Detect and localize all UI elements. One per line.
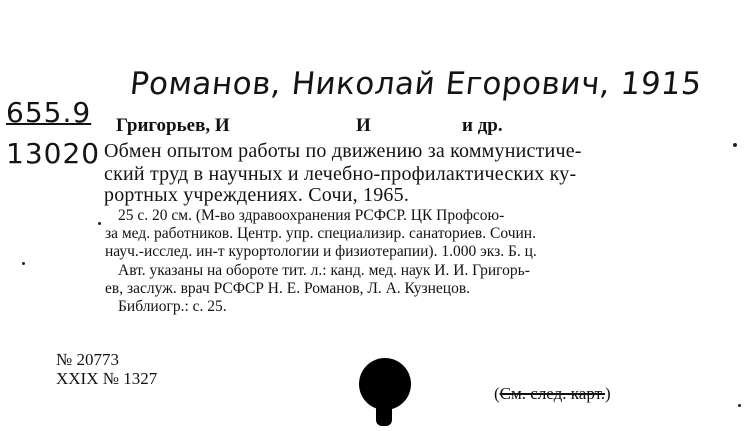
author-primary: Григорьев, И [116, 115, 230, 136]
description-line: за мед. работников. Центр. упр. специализир. санаториев. Сочин. [105, 225, 536, 242]
description-line: науч.-исслед. ин-т курортологии и физиотерапии). 1.000 экз. Б. ц. [105, 243, 537, 260]
card-punch-hole [359, 358, 411, 410]
see-next-card-note [494, 384, 611, 404]
paren-close: ) [605, 384, 611, 403]
title-line: Обмен опытом работы по движению за коммунистиче- [104, 140, 582, 162]
title-line: ский труд в научных и лечебно-профилактических ку- [104, 163, 577, 185]
catalog-section-number: XXIX № 1327 [56, 369, 158, 388]
handwritten-inventory-number: 13020 [6, 137, 101, 170]
ink-speck [98, 222, 101, 225]
handwritten-author-name: Романов, Николай Егорович, 1915 [128, 66, 704, 102]
author-et-al: и др. [462, 115, 503, 136]
description-line: ев, заслуж. врач РСФСР Н. Е. Романов, Л. А. Кузнецов. [105, 280, 471, 297]
description-line: Авт. указаны на обороте тит. л.: канд. мед. наук И. И. Григорь- [118, 262, 530, 279]
see-next-struck-text: См. след. карт. [499, 384, 605, 403]
handwritten-shelf-code: 655.9 [6, 96, 92, 129]
paren-open: ( [494, 384, 500, 403]
ink-speck [738, 404, 741, 407]
title-line: рортных учреждениях. Сочи, 1965. [104, 184, 410, 206]
card-punch-hole-tail [376, 404, 392, 426]
ink-speck [22, 262, 25, 265]
description-line: 25 с. 20 см. (М-во здравоохранения РСФСР. ЦК Профсою- [118, 207, 505, 224]
bibliography-note: Библиогр.: с. 25. [118, 298, 227, 315]
ink-speck [733, 143, 737, 147]
author-initial: И [356, 115, 371, 136]
catalog-number: № 20773 [56, 350, 119, 369]
